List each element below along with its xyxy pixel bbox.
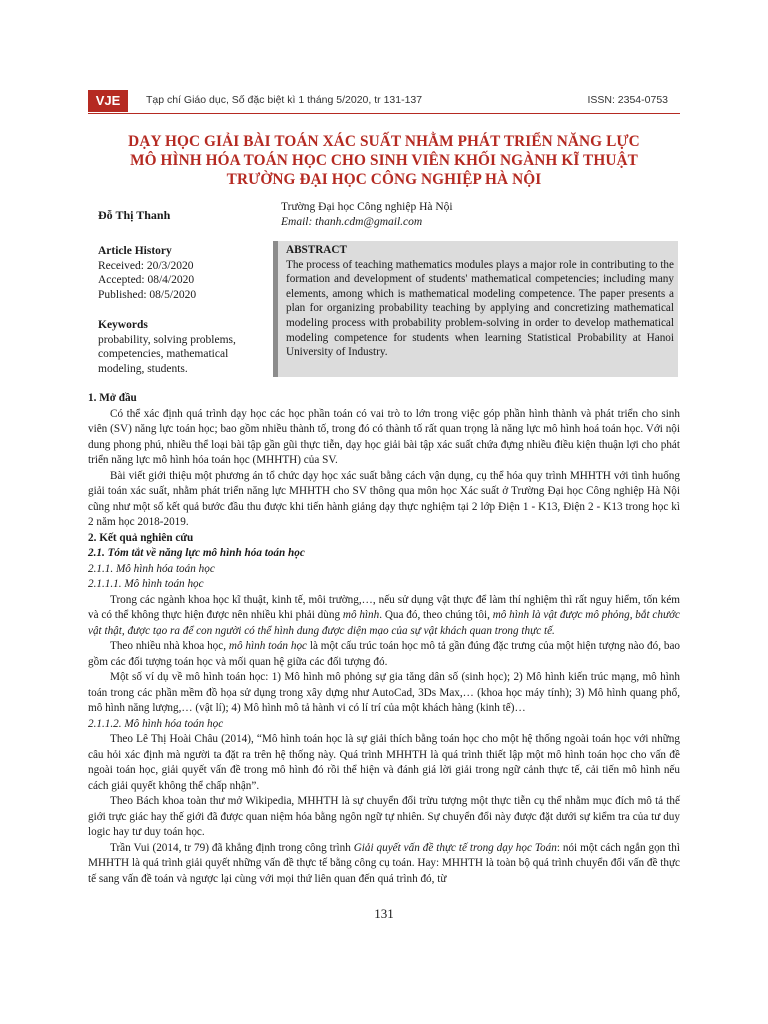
title-line-3: TRƯỜNG ĐẠI HỌC CÔNG NGHIỆP HÀ NỘI <box>226 171 542 188</box>
subsection-heading-2-1-1-2: 2.1.1.2. Mô hình hóa toán học <box>88 717 224 730</box>
published-date: Published: 08/5/2020 <box>98 288 197 301</box>
keywords-text: probability, solving problems, competencies, mathematical modeling, students. <box>98 333 236 375</box>
author-affiliation-block <box>281 200 453 230</box>
journal-citation: Tạp chí Giáo dục, Số đặc biệt kì 1 tháng 5/2020, tr 131-137 <box>146 94 423 106</box>
paragraph-3-text-b: . Qua đó, theo chúng tôi, <box>379 609 493 621</box>
title-line-2: MÔ HÌNH HÓA TOÁN HỌC CHO SINH VIÊN KHỐI NGÀNH KĨ THUẬT <box>130 152 638 169</box>
paragraph-4 <box>88 639 680 670</box>
paragraph-8-emph: Giải quyết vấn đề thực tế trong dạy học Toán <box>353 841 557 854</box>
paragraph-1: Có thể xác định quá trình dạy học các học phần toán có vai trò to lớn trong việc góp phần hình thành và phát triển cho sinh viên (SV) năng lực toán học; bao gồm nhiều thành tố, trong đó có thành tố rất quan trọng là năng lực mô hình hoá toán học. Với nội dung phong phú, nhiều thể loại bài tập gần gũi thực tiễn, dạy học giải bài tập xác suất chứa đựng nhiều điều kiện thuận lợi cho phát triển năng lực mô hình hóa toán học (MHHTH) của SV. <box>88 407 680 466</box>
paragraph-4-text-b: là một cấu trúc toán học mô tả gần đúng đặc trưng của một hiện tượng nào đó, bao gồm các đối tượng toán học và mối quan hệ giữa các đối tượng đó. <box>88 640 680 668</box>
title-line-1: DẠY HỌC GIẢI BÀI TOÁN XÁC SUẤT NHẰM PHÁT TRIỂN NĂNG LỰC <box>128 133 640 150</box>
paragraph-6: Theo Lê Thị Hoài Châu (2014), “Mô hình toán học là sự giải thích bằng toán học cho một hệ thống ngoài toán học với những câu hỏi xác định mà người ta đặt ra trên hệ thống này. Quá trình MHHTH là quá trình thiết lập một mô hình toán học cho vấn đề ngoài toán học, giải quyết vấn đề trong mô hình đó rồi thể hiện và đánh giá lời giải trong ngữ cảnh thực tế, cải tiến mô hình nếu cách giải quyết không thể chấp nhận”. <box>88 733 680 792</box>
subsection-heading-2-1-1: 2.1.1. Mô hình hóa toán học <box>88 562 215 575</box>
affiliation: Trường Đại học Công nghiệp Hà Nội <box>281 201 453 213</box>
received-date: Received: 20/3/2020 <box>98 259 194 272</box>
section-heading-2: 2. Kết quả nghiên cứu <box>88 531 194 544</box>
paragraph-3 <box>88 593 680 640</box>
subsection-heading-2-1: 2.1. Tóm tắt về năng lực mô hình hóa toán học <box>88 547 305 559</box>
abstract-text: The process of teaching mathematics modules plays a major role in contributing to the formation and development of students' mathematical competencies; including many elements, among which is mathematical modeling competence. The paper presents a plan for organizing probability teaching by applying and concretizing mathematical modeling process with probability problem-solving in order to develop mathematical modeling competence for students when learning Statistical Probability at Hanoi University of Industry. <box>286 258 674 359</box>
paragraph-7: Theo Bách khoa toàn thư mở Wikipedia, MHHTH là sự chuyển đổi trừu tượng một thực tiễn cụ thể nhằm mục đích mô tả thế giới trực giác hay thế giới đã được quan niệm hóa bằng ngôn ngữ tự nhiên. Sự chuyển đổi này được đặt dưới sự kiểm tra của tư duy logic hay tư duy toán học. <box>88 795 680 838</box>
paragraph-4-text-a: Theo nhiều nhà khoa học, <box>110 640 229 652</box>
article-history <box>98 244 268 302</box>
paragraph-8-text-a: Trần Vui (2014, tr 79) đã khẳng định trong công trình <box>110 841 354 854</box>
paragraph-8-text-b: : nói một cách ngắn gọn thì MHHTH là quá trình giải quyết những vấn đề thực tế bằng công cụ toán. Hay: MHHTH là toàn bộ quá trình chuyển đổi vấn đề thực tế sang vấn đề toán và ngược lại cùng với mọi thứ liên quan đến quá trình đó, từ <box>88 841 680 885</box>
page-number: 131 <box>374 906 394 921</box>
paragraph-2: Bài viết giới thiệu một phương án tổ chức dạy học xác suất bằng cách vận dụng, cụ thể hóa quy trình MHHTH với tình huống giải toán xác suất, nhằm phát triển năng lực MHHTH cho SV thông qua môn học Xác suất ở Trường Đại học Công nghiệp Hà Nội cũng như một số kết quả bước đầu thu được khi tiến hành giảng dạy thực nghiệm tại 2 lớp Điện 1 - K13, Điện 2 - K13 trong học kì 2 năm học 2018-2019. <box>88 469 680 528</box>
accepted-date: Accepted: 08/4/2020 <box>98 274 195 287</box>
section-heading-1: 1. Mở đầu <box>88 392 137 404</box>
subsection-heading-2-1-1-1: 2.1.1.1. Mô hình toán học <box>88 578 204 590</box>
paragraph-4-emph: mô hình toán học <box>228 640 308 652</box>
abstract-heading: ABSTRACT <box>286 244 347 256</box>
journal-logo-badge: VJE <box>88 90 128 112</box>
paper-title <box>88 132 680 189</box>
issn: ISSN: 2354-0753 <box>587 94 668 106</box>
paragraph-5: Một số ví dụ về mô hình toán học: 1) Mô hình mô phỏng sự gia tăng dân số (sinh học); 2) Mô hình kiến trúc mạng, mô hình toán trong các phần mềm đồ họa sử dụng trong xây dựng như AutoCad, 3Ds Max,… (khoa học máy tính); 3) Mô hình quang phổ, mô hình năng lượng,… (vật lí); 4) Mô hình mô tả hành vi có lí trí của một khách hàng (kinh tế)… <box>88 671 680 714</box>
paragraph-3-emph-1: mô hình <box>342 609 380 621</box>
keywords-block <box>98 318 268 376</box>
article-body <box>88 391 680 887</box>
paragraph-8 <box>88 841 680 888</box>
journal-header <box>88 90 680 112</box>
author-name: Đỗ Thị Thanh <box>98 208 171 222</box>
author-email: Email: thanh.cdm@gmail.com <box>281 216 423 228</box>
keywords-heading: Keywords <box>98 319 148 331</box>
header-rule <box>88 113 680 114</box>
paragraph-3-text-a: Trong các ngành khoa học kĩ thuật, kinh tế, môi trường,…, nếu sử dụng vật thực để làm thí nghiệm thì rất nguy hiểm, tốn kém và có thể không thực hiện được nên nhiều khi phải dùng <box>88 593 680 621</box>
paragraph-3-emph-2: mô hình là vật được mô phỏng, bắt chước vật thật, được tạo ra để con người có thể hình dung được diện mạo của sự vật khách quan trong thực tế. <box>88 609 680 637</box>
history-heading: Article History <box>98 245 172 257</box>
abstract-box <box>273 241 678 377</box>
